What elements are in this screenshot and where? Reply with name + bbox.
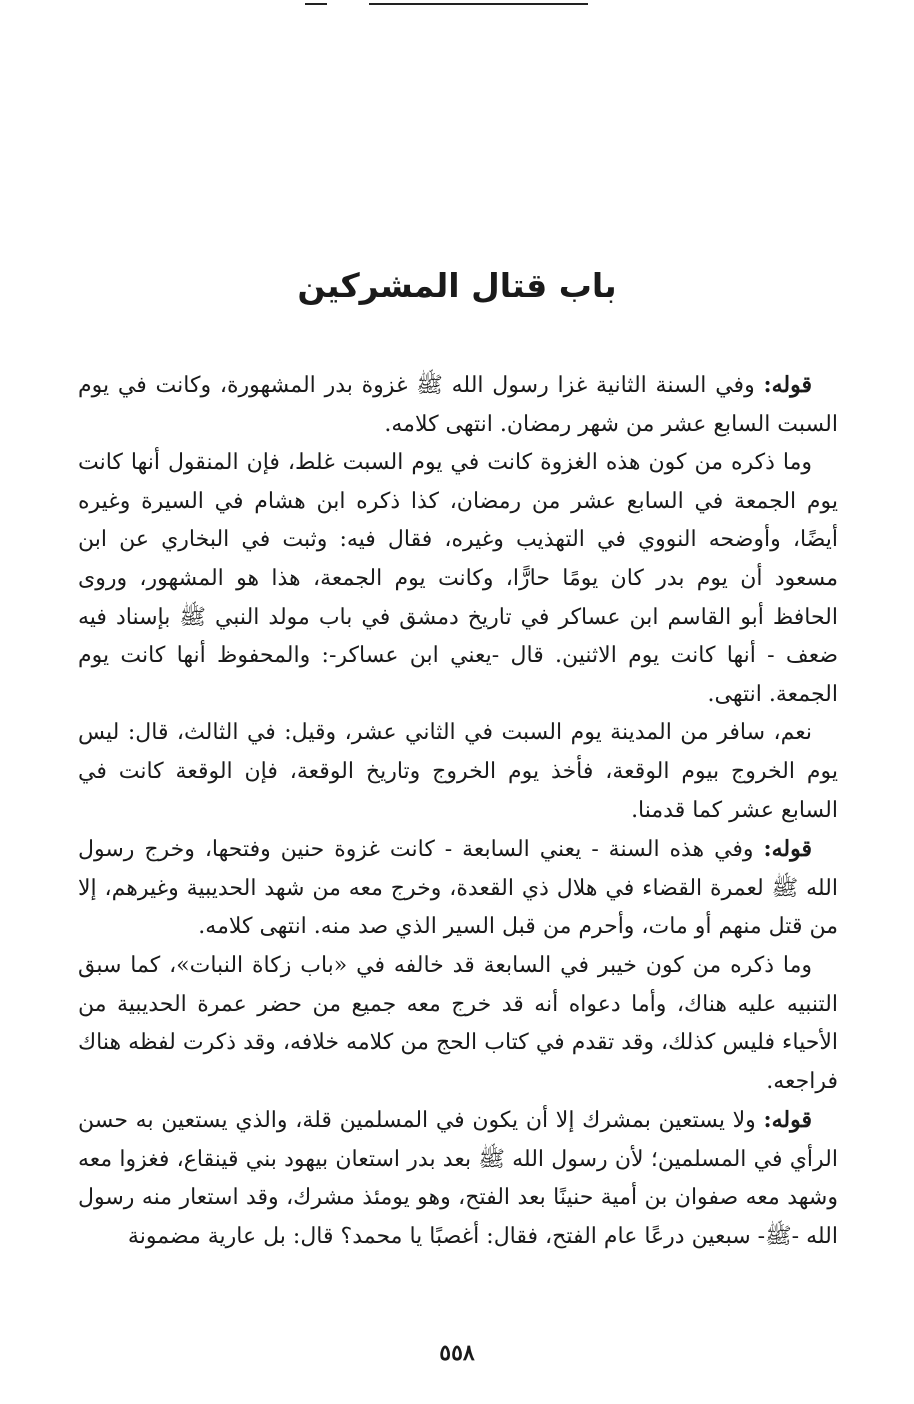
paragraph-text: وفي السنة الثانية غزا رسول الله ﷺ غزوة بدر المشهورة، وكانت في يوم السبت السابع عشر من شهر رمضان. انتهى كلامه. xyxy=(78,373,838,437)
paragraph xyxy=(78,366,838,444)
paragraph-lead: قوله: xyxy=(763,1107,812,1134)
header-rule-short xyxy=(305,3,327,5)
chapter-title: باب قتال المشركين xyxy=(297,266,617,305)
paragraph xyxy=(78,444,838,714)
paragraph xyxy=(78,714,838,830)
paragraph-text: وما ذكره من كون خيبر في السابعة قد خالفه في «باب زكاة النبات»، كما سبق التنبيه عليه هناك، وأما دعواه أنه قد خرج معه جميع من حضر عمرة الحديبية من الأحياء فليس كذلك، وقد تقدم في كتاب الحج من كلامه خلافه، وقد ذكرت لفظه هناك فراجعه. xyxy=(78,952,838,1094)
paragraph xyxy=(78,947,838,1101)
paragraph-lead: قوله: xyxy=(763,372,812,398)
paragraph-lead: قوله: xyxy=(763,836,812,863)
page-body xyxy=(78,366,838,1257)
header-rule-long xyxy=(369,3,588,5)
paragraph-text: ولا يستعين بمشرك إلا أن يكون في المسلمين قلة، والذي يستعين به حسن الرأي في المسلمين؛ لأن رسول الله ﷺ بعد بدر استعان بيهود بني قينقاع، فغزوا معه وشهد معه صفوان بن أمية حنينًا بعد الفتح، وهو يومئذ مشرك، وقد استعار منه رسول الله -ﷺ- سبعين درعًا عام الفتح، فقال: أغصبًا يا محمد؟ قال: بل عارية مضمونة xyxy=(78,1108,838,1250)
page-number: ٥٥٨ xyxy=(439,1340,475,1366)
paragraph-text: وفي هذه السنة - يعني السابعة - كانت غزوة حنين وفتحها، وخرج رسول الله ﷺ لعمرة القضاء في هلال ذي القعدة، وخرج معه من شهد الحديبية وغيرهم، إلا من قتل منهم أو مات، وأحرم من قبل السير الذي صد منه. انتهى كلامه. xyxy=(78,837,838,940)
paragraph-text: وما ذكره من كون هذه الغزوة كانت في يوم السبت غلط، فإن المنقول أنها كانت يوم الجمعة في السابع عشر من رمضان، كذا ذكره ابن هشام في السيرة وغيره أيضًا، وأوضحه النووي في التهذيب وغيره، فقال فيه: وثبت في البخاري عن ابن مسعود أن يوم بدر كان يومًا حارًّا، وكانت يوم الجمعة، هذا هو المشهور، وروى الحافظ أبو القاسم ابن عساكر في تاريخ دمشق في باب مولد النبي ﷺ بإسناد فيه ضعف - أنها كانت يوم الاثنين. قال -يعني ابن عساكر-: والمحفوظ أنها كانت يوم الجمعة. انتهى. xyxy=(78,450,838,707)
paragraph xyxy=(78,830,838,947)
paragraph xyxy=(78,1101,838,1256)
paragraph-text: نعم، سافر من المدينة يوم السبت في الثاني عشر، وقيل: في الثالث، قال: ليس يوم الخروج بيوم الوقعة، فأخذ يوم الخروج وتاريخ الوقعة، فإن الوقعة كانت في السابع عشر كما قدمنا. xyxy=(78,720,838,823)
